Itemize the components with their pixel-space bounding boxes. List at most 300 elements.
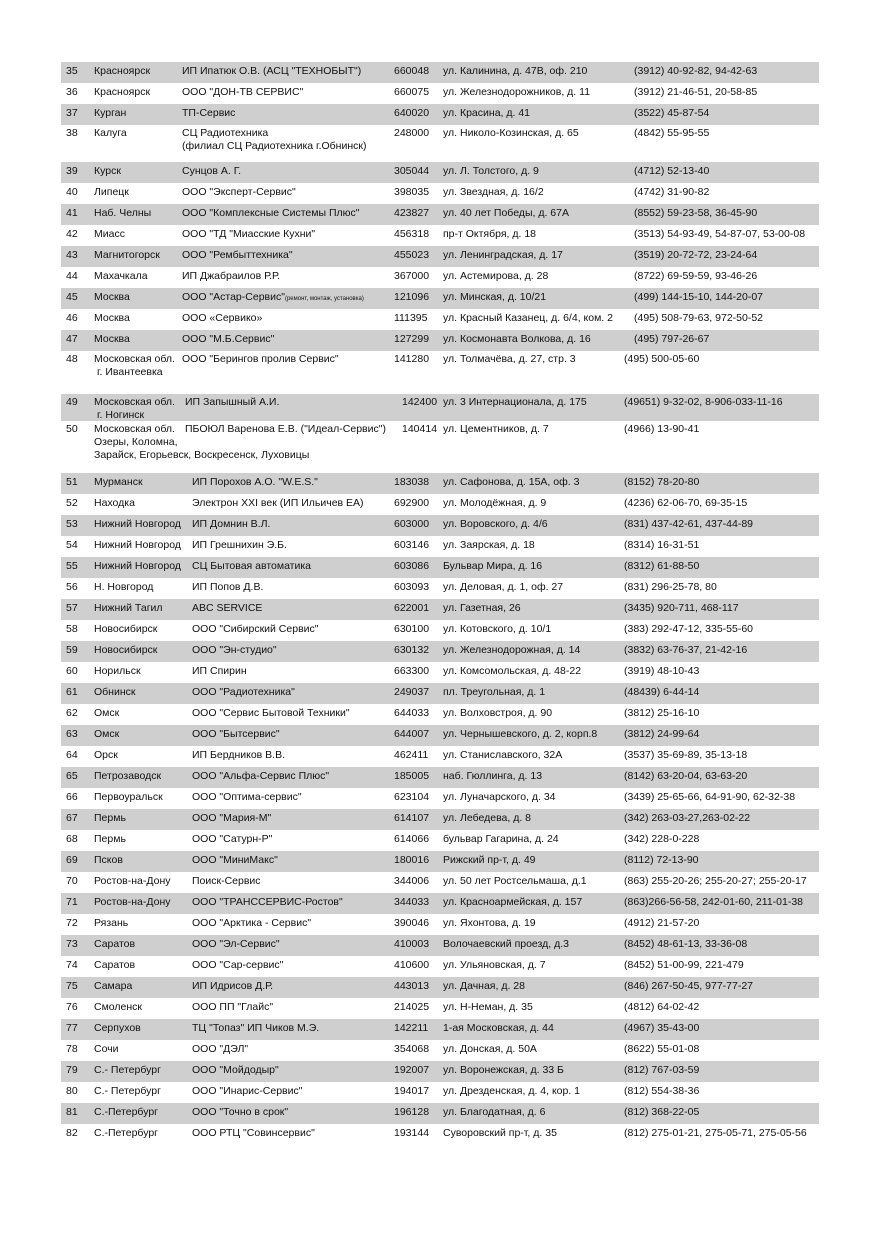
table-row xyxy=(61,725,819,746)
organization-name: ООО "Астар-Сервис" xyxy=(182,291,285,303)
address-cell: ул. Красноармейская, д. 157 xyxy=(443,896,583,908)
row-number: 57 xyxy=(66,602,78,614)
address-cell: ул. 50 лет Ростсельмаша, д.1 xyxy=(443,875,587,887)
organization-cell: ООО "Эл-Сервис" xyxy=(192,938,280,950)
city-cell: Пермь xyxy=(94,812,126,824)
table-row xyxy=(61,683,819,704)
city-cell: Махачкала xyxy=(94,270,148,282)
address-cell: бульвар Гагарина, д. 24 xyxy=(443,833,559,845)
city-cell: Омск xyxy=(94,728,120,740)
city-line-2: г. Ногинск xyxy=(97,409,145,421)
address-cell: ул. Молодёжная, д. 9 xyxy=(443,497,547,509)
organization-cell: ИП Грешнихин Э.Б. xyxy=(192,539,287,551)
organization-cell: ООО "Сар-сервис" xyxy=(192,959,284,971)
city-cell: Рязань xyxy=(94,917,129,929)
postal-code-cell: 194017 xyxy=(394,1085,430,1097)
row-number: 74 xyxy=(66,959,78,971)
organization-cell: ООО "Эн-студио" xyxy=(192,644,277,656)
postal-code-cell: 692900 xyxy=(394,497,430,509)
postal-code-cell: 603146 xyxy=(394,539,430,551)
organization-cell: ООО "ДОН-ТВ СЕРВИС" xyxy=(182,86,304,98)
table-row xyxy=(61,1061,819,1082)
address-cell: ул. Воровского, д. 4/6 xyxy=(443,518,548,530)
row-number: 76 xyxy=(66,1001,78,1013)
organization-cell: ООО "М.Б.Сервис" xyxy=(182,333,275,345)
row-number: 53 xyxy=(66,518,78,530)
row-number: 42 xyxy=(66,228,78,240)
organization-cell: ООО "Бытсервис" xyxy=(192,728,280,740)
phone-cell: (863)266-56-58, 242-01-60, 211-01-38 xyxy=(624,896,804,908)
table-row xyxy=(61,246,819,267)
postal-code-cell: 630100 xyxy=(394,623,430,635)
table-row xyxy=(61,125,819,162)
table-row xyxy=(61,267,819,288)
organization-cell: ООО "ТД "Миасские Кухни" xyxy=(182,228,316,240)
postal-code-cell: 660048 xyxy=(394,65,430,77)
phone-cell: (3537) 35-69-89, 35-13-18 xyxy=(624,749,748,761)
postal-code-cell: 462411 xyxy=(394,749,429,761)
city-cell: Красноярск xyxy=(94,65,151,77)
city-cell: Серпухов xyxy=(94,1022,141,1034)
city-line: Московская обл. xyxy=(94,423,175,435)
phone-cell: (3812) 25-16-10 xyxy=(624,707,700,719)
address-cell: ул. Чернышевского, д. 2, корп.8 xyxy=(443,728,598,740)
organization-cell: ООО "Сервис Бытовой Техники" xyxy=(192,707,350,719)
phone-cell: (8312) 61-88-50 xyxy=(624,560,700,572)
postal-code-cell: 344033 xyxy=(394,896,430,908)
address-cell: ул. Заярская, д. 18 xyxy=(443,539,535,551)
phone-cell: (342) 263-03-27,263-02-22 xyxy=(624,812,751,824)
row-number: 79 xyxy=(66,1064,78,1076)
phone-cell: (3912) 21-46-51, 20-58-85 xyxy=(634,86,758,98)
city-cell: Сочи xyxy=(94,1043,119,1055)
postal-code-cell: 660075 xyxy=(394,86,430,98)
address-cell: ул. Н-Неман, д. 35 xyxy=(443,1001,533,1013)
postal-code-cell: 127299 xyxy=(394,333,430,345)
organization-cell: Поиск-Сервис xyxy=(192,875,261,887)
row-number: 44 xyxy=(66,270,78,282)
organization-cell: ТЦ "Топаз" ИП Чиков М.Э. xyxy=(192,1022,320,1034)
phone-cell: (8552) 59-23-58, 36-45-90 xyxy=(634,207,758,219)
address-cell: ул. Котовского, д. 10/1 xyxy=(443,623,552,635)
address-cell: ул. Комсомольская, д. 48-22 xyxy=(443,665,582,677)
row-number: 62 xyxy=(66,707,78,719)
table-row xyxy=(61,809,819,830)
address-cell: ул. Железнодорожная, д. 14 xyxy=(443,644,581,656)
phone-cell: (495) 797-26-67 xyxy=(634,333,710,345)
table-row xyxy=(61,830,819,851)
organization-cell: ООО "ТРАНССЕРВИС-Ростов" xyxy=(192,896,343,908)
row-number: 65 xyxy=(66,770,78,782)
organization-cell: ООО "Радиотехника" xyxy=(192,686,295,698)
table-row xyxy=(61,599,819,620)
phone-cell: (8452) 48-61-13, 33-36-08 xyxy=(624,938,748,950)
city-cell: Москва xyxy=(94,291,130,303)
postal-code-cell: 614066 xyxy=(394,833,430,845)
address-cell: пл. Треугольная, д. 1 xyxy=(443,686,546,698)
table-row xyxy=(61,515,819,536)
city-cell: Новосибирск xyxy=(94,623,158,635)
phone-cell: (3832) 63-76-37, 21-42-16 xyxy=(624,644,748,656)
address-cell: ул. Красина, д. 41 xyxy=(443,107,531,119)
organization-cell: ООО "Арктика - Сервис" xyxy=(192,917,312,929)
city-cell: Нижний Новгород xyxy=(94,539,181,551)
city-cell: С.-Петербург xyxy=(94,1127,158,1139)
row-number: 78 xyxy=(66,1043,78,1055)
postal-code-cell: 214025 xyxy=(394,1001,430,1013)
row-number: 55 xyxy=(66,560,78,572)
organization-cell: ООО "Точно в срок" xyxy=(192,1106,289,1118)
organization-cell: ООО "Берингов пролив Сервис" xyxy=(182,353,339,365)
address-cell: ул. Луначарского, д. 34 xyxy=(443,791,556,803)
postal-code-cell: 614107 xyxy=(394,812,430,824)
address-cell: ул. Космонавта Волкова, д. 16 xyxy=(443,333,591,345)
row-number: 39 xyxy=(66,165,78,177)
row-number: 54 xyxy=(66,539,78,551)
organization-cell: Сунцов А. Г. xyxy=(182,165,242,177)
phone-cell: (812) 368-22-05 xyxy=(624,1106,700,1118)
table-row xyxy=(61,351,819,388)
row-number: 37 xyxy=(66,107,78,119)
phone-cell: (342) 228-0-228 xyxy=(624,833,700,845)
postal-code-cell: 305044 xyxy=(394,165,430,177)
address-cell: пр-т Октября, д. 18 xyxy=(443,228,537,240)
address-cell: ул. Железнодорожников, д. 11 xyxy=(443,86,591,98)
phone-cell: (4742) 31-90-82 xyxy=(634,186,710,198)
table-row xyxy=(61,956,819,977)
row-number: 59 xyxy=(66,644,78,656)
address-cell: ул. Станиславского, 32А xyxy=(443,749,563,761)
organization-branch: (филиал СЦ Радиотехника г.Обнинск) xyxy=(182,140,367,152)
postal-code-cell: 603086 xyxy=(394,560,430,572)
table-row xyxy=(61,557,819,578)
row-number: 64 xyxy=(66,749,78,761)
postal-code-cell: 443013 xyxy=(394,980,430,992)
table-row xyxy=(61,977,819,998)
city-cell: Псков xyxy=(94,854,123,866)
organization-note: (ремонт, монтаж, установка) xyxy=(284,296,364,302)
postal-code-cell: 140414 xyxy=(402,423,438,435)
address-cell: ул. 3 Интернационала, д. 175 xyxy=(443,396,587,408)
organization-cell: ИП Запышный А.И. xyxy=(185,396,280,408)
table-row xyxy=(61,1124,819,1145)
organization-cell: ООО "Сатурн-Р" xyxy=(192,833,273,845)
organization-cell: ПБОЮЛ Варенова Е.В. ("Идеал-Сервис") xyxy=(185,423,386,435)
city-line: Московская обл. xyxy=(94,396,175,408)
phone-cell: (499) 144-15-10, 144-20-07 xyxy=(634,291,764,303)
table-row xyxy=(61,62,819,83)
organization-cell xyxy=(182,127,366,153)
phone-cell: (8452) 51-00-99, 221-479 xyxy=(624,959,744,971)
address-cell: ул. Деловая, д. 1, оф. 27 xyxy=(443,581,564,593)
table-row xyxy=(61,494,819,515)
organization-cell: ООО "Инарис-Сервис" xyxy=(192,1085,303,1097)
table-row xyxy=(61,1103,819,1124)
postal-code-cell: 196128 xyxy=(394,1106,430,1118)
organization-cell: ИП Попов Д.В. xyxy=(192,581,264,593)
row-number: 43 xyxy=(66,249,78,261)
city-cell xyxy=(94,353,175,379)
table-row xyxy=(61,935,819,956)
row-number: 56 xyxy=(66,581,78,593)
postal-code-cell: 185005 xyxy=(394,770,430,782)
organization-cell: ООО "Сибирский Сервис" xyxy=(192,623,319,635)
row-number: 49 xyxy=(66,396,78,408)
organization-name: СЦ Радиотехника xyxy=(182,127,269,139)
address-cell: ул. Лебедева, д. 8 xyxy=(443,812,531,824)
phone-cell: (8722) 69-59-59, 93-46-26 xyxy=(634,270,758,282)
address-cell: ул. Л. Толстого, д. 9 xyxy=(443,165,539,177)
city-cell: Самара xyxy=(94,980,133,992)
row-number: 81 xyxy=(66,1106,78,1118)
postal-code-cell: 603000 xyxy=(394,518,430,530)
address-cell: ул. 40 лет Победы, д. 67А xyxy=(443,207,569,219)
phone-cell: (812) 767-03-59 xyxy=(624,1064,700,1076)
city-cell: Новосибирск xyxy=(94,644,158,656)
organization-cell: ООО "Альфа-Сервис Плюс" xyxy=(192,770,330,782)
table-row xyxy=(61,914,819,935)
city-cell: Магнитогорск xyxy=(94,249,160,261)
city-line-2: г. Ивантеевка xyxy=(97,366,163,378)
table-row xyxy=(61,83,819,104)
city-cell: Мурманск xyxy=(94,476,143,488)
phone-cell: (4842) 55-95-55 xyxy=(634,127,710,139)
city-cell: Омск xyxy=(94,707,120,719)
table-row xyxy=(61,578,819,599)
postal-code-cell: 410600 xyxy=(394,959,430,971)
city-cell: Смоленск xyxy=(94,1001,143,1013)
row-number: 68 xyxy=(66,833,78,845)
table-row xyxy=(61,872,819,893)
city-cell: Москва xyxy=(94,333,130,345)
phone-cell: (812) 554-38-36 xyxy=(624,1085,700,1097)
row-number: 71 xyxy=(66,896,78,908)
postal-code-cell: 640020 xyxy=(394,107,430,119)
city-cell: Н. Новгород xyxy=(94,581,154,593)
city-cell: Пермь xyxy=(94,833,126,845)
organization-cell: ИП Бердников В.В. xyxy=(192,749,286,761)
row-number: 66 xyxy=(66,791,78,803)
table-row xyxy=(61,421,819,473)
address-cell: ул. Сафонова, д. 15А, оф. 3 xyxy=(443,476,580,488)
table-row xyxy=(61,851,819,872)
organization-cell: ООО "Мойдодыр" xyxy=(192,1064,279,1076)
row-number: 36 xyxy=(66,86,78,98)
table-row xyxy=(61,330,819,351)
organization-cell: ИП Джабраилов Р.Р. xyxy=(182,270,280,282)
table-row xyxy=(61,104,819,125)
table-row xyxy=(61,183,819,204)
city-cell: Саратов xyxy=(94,959,136,971)
phone-cell: (3439) 25-65-66, 64-91-90, 62-32-38 xyxy=(624,791,796,803)
table-row xyxy=(61,620,819,641)
organization-cell: ООО "Рембыттехника" xyxy=(182,249,293,261)
phone-cell: (495) 500-05-60 xyxy=(624,353,700,365)
row-number: 35 xyxy=(66,65,78,77)
phone-cell: (383) 292-47-12, 335-55-60 xyxy=(624,623,754,635)
phone-cell: (4967) 35-43-00 xyxy=(624,1022,700,1034)
phone-cell: (8314) 16-31-51 xyxy=(624,539,700,551)
postal-code-cell: 142400 xyxy=(402,396,438,408)
city-cell: Калуга xyxy=(94,127,127,139)
address-cell: ул. Благодатная, д. 6 xyxy=(443,1106,546,1118)
postal-code-cell: 249037 xyxy=(394,686,430,698)
table-row xyxy=(61,704,819,725)
postal-code-cell: 423827 xyxy=(394,207,430,219)
phone-cell: (831) 437-42-61, 437-44-89 xyxy=(624,518,754,530)
postal-code-cell: 193144 xyxy=(394,1127,430,1139)
organization-cell: ООО «Сервико» xyxy=(182,312,263,324)
address-cell: ул. Ульяновская, д. 7 xyxy=(443,959,546,971)
postal-code-cell: 622001 xyxy=(394,602,430,614)
table-row xyxy=(61,998,819,1019)
phone-cell: (3812) 24-99-64 xyxy=(624,728,700,740)
row-number: 69 xyxy=(66,854,78,866)
city-cell: Красноярск xyxy=(94,86,151,98)
row-number: 47 xyxy=(66,333,78,345)
table-row xyxy=(61,767,819,788)
organization-cell: ИП Спирин xyxy=(192,665,247,677)
address-cell: ул. Яхонтова, д. 19 xyxy=(443,917,536,929)
postal-code-cell: 183038 xyxy=(394,476,430,488)
postal-code-cell: 644007 xyxy=(394,728,430,740)
postal-code-cell: 180016 xyxy=(394,854,430,866)
organization-cell: ИП Порохов А.О. "W.E.S." xyxy=(192,476,318,488)
organization-cell: ИП Ипатюк О.В. (АСЦ "ТЕХНОБЫТ") xyxy=(182,65,362,77)
address-cell: ул. Цементников, д. 7 xyxy=(443,423,549,435)
postal-code-cell: 663300 xyxy=(394,665,430,677)
postal-code-cell: 141280 xyxy=(394,353,430,365)
postal-code-cell: 354068 xyxy=(394,1043,430,1055)
city-cell: Орск xyxy=(94,749,118,761)
row-number: 50 xyxy=(66,423,78,435)
address-cell: ул. Красный Казанец, д. 6/4, ком. 2 xyxy=(443,312,613,324)
organization-cell: ООО "Оптима-сервис" xyxy=(192,791,302,803)
organization-cell: ТП-Сервис xyxy=(182,107,236,119)
phone-cell: (4912) 21-57-20 xyxy=(624,917,700,929)
row-number: 77 xyxy=(66,1022,78,1034)
city-cell: Наб. Челны xyxy=(94,207,152,219)
table-row xyxy=(61,746,819,767)
row-number: 72 xyxy=(66,917,78,929)
city-cell xyxy=(94,396,175,422)
city-cell: Находка xyxy=(94,497,135,509)
address-cell: ул. Ленинградская, д. 17 xyxy=(443,249,563,261)
phone-cell: (4966) 13-90-41 xyxy=(624,423,700,435)
address-cell: наб. Гюллинга, д. 13 xyxy=(443,770,543,782)
phone-cell: (3522) 45-87-54 xyxy=(634,107,710,119)
table-row xyxy=(61,394,819,421)
row-number: 46 xyxy=(66,312,78,324)
organization-cell: СЦ Бытовая автоматика xyxy=(192,560,312,572)
city-cell: С.-Петербург xyxy=(94,1106,158,1118)
address-cell: ул. Астемирова, д. 28 xyxy=(443,270,549,282)
city-cell: Норильск xyxy=(94,665,141,677)
phone-cell: (8112) 72-13-90 xyxy=(624,854,699,866)
city-cell: Нижний Новгород xyxy=(94,518,181,530)
row-number: 51 xyxy=(66,476,78,488)
postal-code-cell: 410003 xyxy=(394,938,430,950)
row-number: 61 xyxy=(66,686,78,698)
address-cell: ул. Газетная, 26 xyxy=(443,602,521,614)
phone-cell: (846) 267-50-45, 977-77-27 xyxy=(624,980,754,992)
table-row xyxy=(61,662,819,683)
postal-code-cell: 367000 xyxy=(394,270,430,282)
phone-cell: (863) 255-20-26; 255-20-27; 255-20-17 xyxy=(624,875,807,887)
address-cell: ул. Дрезденская, д. 4, кор. 1 xyxy=(443,1085,581,1097)
postal-code-cell: 630132 xyxy=(394,644,430,656)
organization-cell: ООО "ДЭЛ" xyxy=(192,1043,249,1055)
organization-cell: ABC SERVICE xyxy=(192,602,263,614)
postal-code-cell: 455023 xyxy=(394,249,430,261)
address-cell: Волочаевский проезд, д.3 xyxy=(443,938,569,950)
row-number: 38 xyxy=(66,127,78,139)
postal-code-cell: 623104 xyxy=(394,791,430,803)
organization-cell: Электрон XXI век (ИП Ильичев ЕА) xyxy=(192,497,364,509)
city-cell: Москва xyxy=(94,312,130,324)
row-number: 63 xyxy=(66,728,78,740)
city-cell: Миасс xyxy=(94,228,125,240)
phone-cell: (4812) 64-02-42 xyxy=(624,1001,700,1013)
organization-cell: ООО РТЦ "Совинсервис" xyxy=(192,1127,315,1139)
city-cell: С.- Петербург xyxy=(94,1085,161,1097)
postal-code-cell: 248000 xyxy=(394,127,430,139)
address-cell: Рижский пр-т, д. 49 xyxy=(443,854,536,866)
row-number: 48 xyxy=(66,353,78,365)
row-number: 58 xyxy=(66,623,78,635)
phone-cell: (495) 508-79-63, 972-50-52 xyxy=(634,312,764,324)
postal-code-cell: 644033 xyxy=(394,707,430,719)
organization-cell: ООО "Эксперт-Сервис" xyxy=(182,186,296,198)
city-cell: Липецк xyxy=(94,186,129,198)
city-cell: Ростов-на-Дону xyxy=(94,896,171,908)
row-number: 82 xyxy=(66,1127,78,1139)
phone-cell: (4236) 62-06-70, 69-35-15 xyxy=(624,497,748,509)
city-cell: Обнинск xyxy=(94,686,136,698)
phone-cell: (48439) 6-44-14 xyxy=(624,686,700,698)
address-cell: ул. Дачная, д. 28 xyxy=(443,980,525,992)
table-row xyxy=(61,1040,819,1061)
table-row xyxy=(61,288,819,309)
table-row xyxy=(61,473,819,494)
address-cell: Суворовский пр-т, д. 35 xyxy=(443,1127,557,1139)
table-row xyxy=(61,162,819,183)
phone-cell: (49651) 9-32-02, 8-906-033-11-16 xyxy=(624,396,783,408)
phone-cell: (3919) 48-10-43 xyxy=(624,665,700,677)
phone-cell: (3912) 40-92-82, 94-42-63 xyxy=(634,65,758,77)
city-cell: С.- Петербург xyxy=(94,1064,161,1076)
phone-cell: (8142) 63-20-04, 63-63-20 xyxy=(624,770,748,782)
organization-cell: ООО ПП "Глайс" xyxy=(192,1001,274,1013)
organization-cell: ООО "Комплексные Системы Плюс" xyxy=(182,207,360,219)
table-row xyxy=(61,1019,819,1040)
address-cell: ул. Толмачёва, д. 27, стр. 3 xyxy=(443,353,576,365)
organization-cell xyxy=(182,291,364,306)
table-row xyxy=(61,1082,819,1103)
phone-cell: (8622) 55-01-08 xyxy=(624,1043,700,1055)
organization-cell: ООО "Мария-М" xyxy=(192,812,272,824)
phone-cell: (3519) 20-72-72, 23-24-64 xyxy=(634,249,758,261)
row-number: 70 xyxy=(66,875,78,887)
row-number: 40 xyxy=(66,186,78,198)
phone-cell: (4712) 52-13-40 xyxy=(634,165,710,177)
city-cell: Курск xyxy=(94,165,121,177)
row-number: 80 xyxy=(66,1085,78,1097)
postal-code-cell: 456318 xyxy=(394,228,430,240)
address-cell: ул. Калинина, д. 47В, оф. 210 xyxy=(443,65,588,77)
row-number: 73 xyxy=(66,938,78,950)
postal-code-cell: 390046 xyxy=(394,917,430,929)
